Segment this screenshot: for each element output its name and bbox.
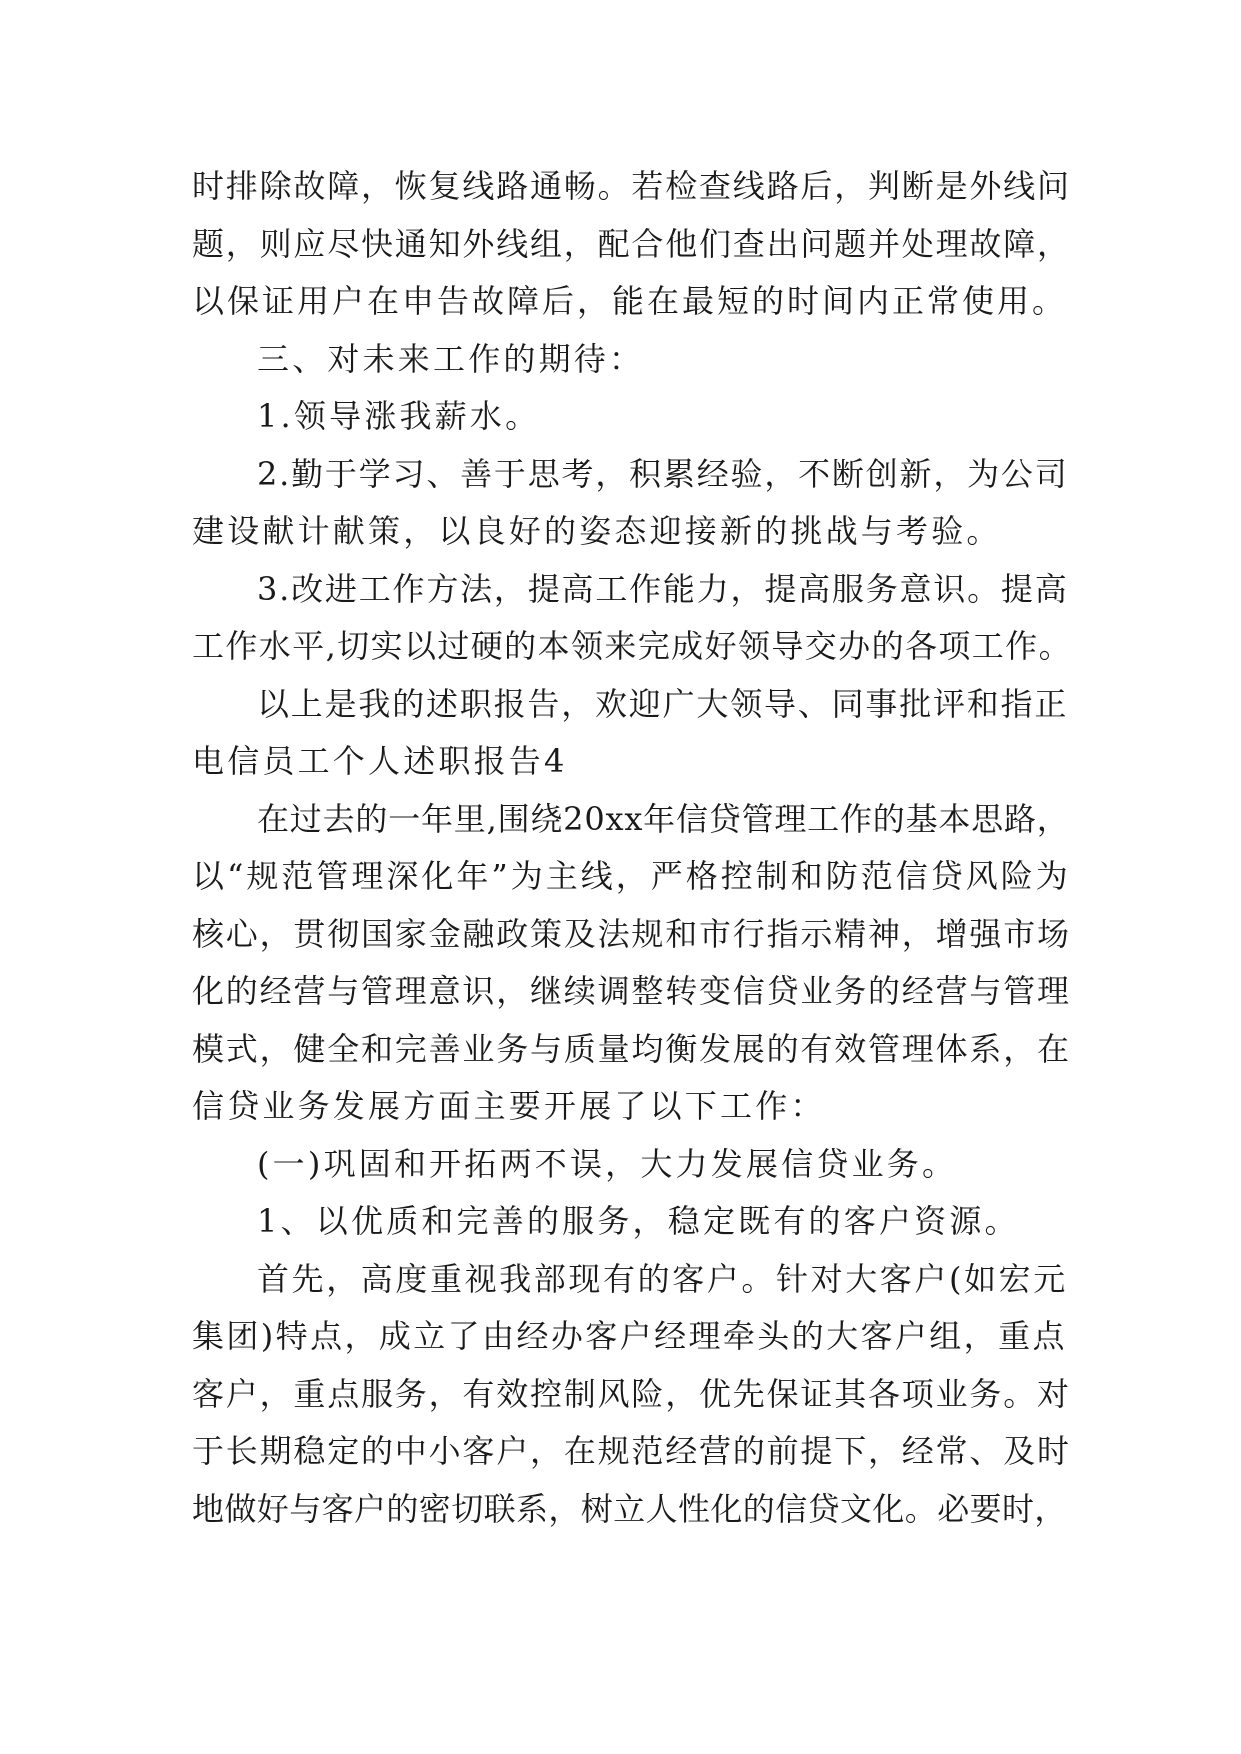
text-line: 在过去的一年里,围绕20xx年信贷管理工作的基本思路， xyxy=(257,799,1070,838)
text-line: 集团)特点，成立了由经办客户经理牵头的大客户组，重点 xyxy=(192,1317,1067,1355)
text-line: 1、以优质和完善的服务，稳定既有的客户资源。 xyxy=(257,1202,1020,1240)
text-line: 以保证用户在申告故障后，能在最短的时间内正常使用。 xyxy=(192,282,1068,320)
text-line: 以上是我的述职报告，欢迎广大领导、同事批评和指正 xyxy=(257,684,1069,723)
text-line: 客户，重点服务，有效控制风险，优先保证其各项业务。对 xyxy=(192,1374,1071,1413)
text-line: 题，则应尽快通知外线组，配合他们查出问题并处理故障， xyxy=(192,224,1071,263)
text-line: 核心，贯彻国家金融政策及法规和市行指示精神，增强市场 xyxy=(192,914,1071,953)
text-line: (一)巩固和开拓两不误，大力发展信贷业务。 xyxy=(257,1144,958,1183)
text-line: 3.改进工作方法，提高工作能力，提高服务意识。提高 xyxy=(257,569,1069,608)
text-line: 信贷业务发展方面主要开展了以下工作： xyxy=(192,1087,826,1125)
text-line: 于长期稳定的中小客户，在规范经营的前提下，经常、及时 xyxy=(192,1432,1071,1470)
text-line: 工作水平,切实以过硬的本领来完成好领导交办的各项工作。 xyxy=(192,627,1072,665)
text-line: 建设献计献策，以良好的姿态迎接新的挑战与考验。 xyxy=(192,512,1002,550)
text-line: 时排除故障，恢复线路通畅。若检查线路后，判断是外线问 xyxy=(192,167,1071,205)
text-line: 模式，健全和完善业务与质量均衡发展的有效管理体系，在 xyxy=(192,1029,1071,1068)
text-line: 化的经营与管理意识，继续调整转变信贷业务的经营与管理 xyxy=(192,972,1071,1010)
text-line: 地做好与客户的密切联系，树立人性化的信贷文化。必要时， xyxy=(192,1489,1067,1528)
text-line: 三、对未来工作的期待： xyxy=(257,339,645,378)
text-line: 2.勤于学习、善于思考，积累经验，不断创新，为公司 xyxy=(257,454,1069,493)
document-body xyxy=(192,158,1072,1538)
text-line: 以“规范管理深化年”为主线，严格控制和防范信贷风险为 xyxy=(192,857,1071,895)
text-line: 1.领导涨我薪水。 xyxy=(257,397,541,435)
text-line: 电信员工个人述职报告4 xyxy=(192,742,568,780)
text-line: 首先，高度重视我部现有的客户。针对大客户(如宏元 xyxy=(257,1259,1068,1298)
